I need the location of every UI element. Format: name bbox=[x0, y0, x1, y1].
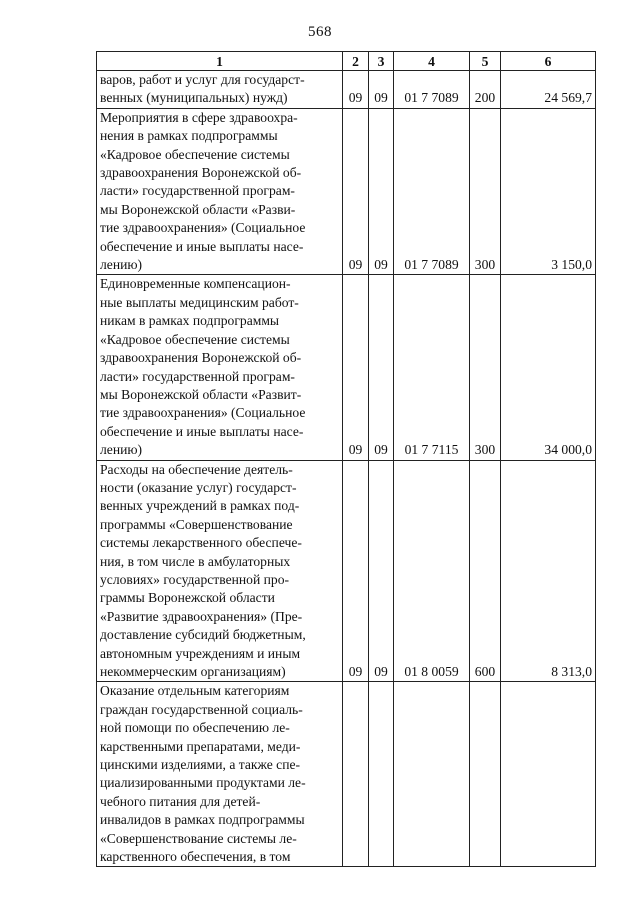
section-code: 09 bbox=[343, 275, 369, 460]
column-header-3: 3 bbox=[369, 52, 394, 71]
subsection-code bbox=[369, 682, 394, 867]
table-row bbox=[97, 108, 596, 275]
page-number: 568 bbox=[308, 24, 332, 40]
target-item-code: 01 8 0059 bbox=[394, 460, 470, 682]
expense-name: Оказание отдельным категориям граждан государственной социаль- ной помощи по обеспечению ле- карственными препаратами, меди- цинскими изделиями, а также спе- циализированными продуктами ле- чебного питания для детей- инвалидов в рамках подпрограммы «Совершенствование системы ле- карственного обеспечения, в том bbox=[97, 682, 343, 867]
column-header-1: 1 bbox=[97, 52, 343, 71]
target-item-code: 01 7 7089 bbox=[394, 71, 470, 109]
target-item-code: 01 7 7115 bbox=[394, 275, 470, 460]
amount: 8 313,0 bbox=[501, 460, 596, 682]
section-code: 09 bbox=[343, 460, 369, 682]
subsection-code: 09 bbox=[369, 275, 394, 460]
table-row bbox=[97, 275, 596, 460]
column-header-6: 6 bbox=[501, 52, 596, 71]
expense-type-code: 600 bbox=[470, 460, 501, 682]
table-row bbox=[97, 71, 596, 109]
subsection-code: 09 bbox=[369, 460, 394, 682]
column-header-4: 4 bbox=[394, 52, 470, 71]
table-row bbox=[97, 460, 596, 682]
table-row bbox=[97, 682, 596, 867]
expense-name: Расходы на обеспечение деятель- ности (оказание услуг) государст- венных учреждений в рамках под- программы «Совершенствование системы лекарственного обеспече- ния, в том числе в амбулаторных условиях» государственной про- граммы Воронежской области «Развитие здравоохранения» (Пре- доставление субсидий бюджетным, автономным учреждениям и иным некоммерческим организациям) bbox=[97, 460, 343, 682]
section-code: 09 bbox=[343, 108, 369, 275]
target-item-code: 01 7 7089 bbox=[394, 108, 470, 275]
amount: 34 000,0 bbox=[501, 275, 596, 460]
expense-name: Единовременные компенсацион- ные выплаты медицинским работ- никам в рамках подпрограммы «Кадровое обеспечение системы здравоохранения Воронежской об- ласти» государственной програм- мы Воронежской области «Развит- тие здравоохранения» (Социальное обеспечение и иные выплаты насе- лению) bbox=[97, 275, 343, 460]
expense-type-code: 300 bbox=[470, 108, 501, 275]
header-row bbox=[97, 52, 596, 71]
expense-type-code bbox=[470, 682, 501, 867]
section-code: 09 bbox=[343, 71, 369, 109]
expense-name: Мероприятия в сфере здравоохра- нения в рамках подпрограммы «Кадровое обеспечение системы здравоохранения Воронежской об- ласти» государственной програм- мы Воронежской области «Разви- тие здравоохранения» (Социальное обеспечение и иные выплаты насе- лению) bbox=[97, 108, 343, 275]
amount: 24 569,7 bbox=[501, 71, 596, 109]
column-header-5: 5 bbox=[470, 52, 501, 71]
expense-type-code: 200 bbox=[470, 71, 501, 109]
budget-table bbox=[96, 51, 596, 867]
amount bbox=[501, 682, 596, 867]
table-header bbox=[97, 52, 596, 71]
target-item-code bbox=[394, 682, 470, 867]
amount: 3 150,0 bbox=[501, 108, 596, 275]
expense-type-code: 300 bbox=[470, 275, 501, 460]
column-header-2: 2 bbox=[343, 52, 369, 71]
expense-name: варов, работ и услуг для государст- венных (муниципальных) нужд) bbox=[97, 71, 343, 109]
table-body bbox=[97, 71, 596, 867]
section-code bbox=[343, 682, 369, 867]
subsection-code: 09 bbox=[369, 71, 394, 109]
subsection-code: 09 bbox=[369, 108, 394, 275]
